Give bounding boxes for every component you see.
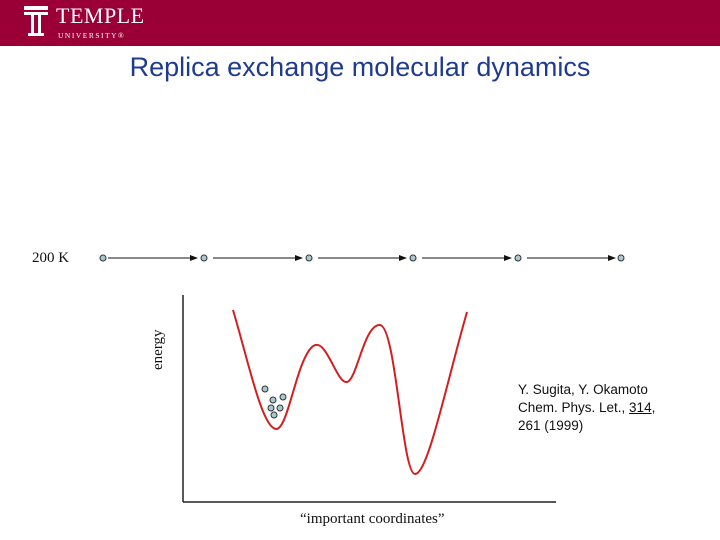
slide-title: Replica exchange molecular dynamics — [129, 52, 591, 82]
replica-marker — [268, 405, 274, 411]
citation-pages-year: 261 (1999) — [518, 418, 584, 433]
replica-marker — [270, 397, 276, 403]
logo-subtitle: UNIVERSITY® — [58, 31, 126, 40]
citation — [518, 381, 655, 435]
energy-curve — [233, 310, 467, 474]
y-axis-label: energy — [150, 329, 166, 370]
citation-authors: Y. Sugita, Y. Okamoto — [518, 382, 648, 397]
replica-marker — [262, 386, 268, 392]
replica-marker — [271, 412, 277, 418]
replica-marker — [277, 405, 283, 411]
replica-marker — [515, 255, 521, 261]
x-axis-label: “important coordinates” — [300, 511, 445, 527]
replica-marker — [201, 255, 207, 261]
replica-timeline — [100, 255, 624, 261]
citation-volume: 314 — [629, 400, 652, 415]
replica-marker — [100, 255, 106, 261]
logo-wordmark: TEMPLE — [56, 3, 145, 28]
temperature-label: 200 K — [32, 250, 70, 266]
replica-cluster — [262, 386, 286, 418]
replica-marker — [280, 394, 286, 400]
replica-marker — [618, 255, 624, 261]
replica-marker — [410, 255, 416, 261]
citation-journal: Chem. Phys. Let., 314, — [518, 400, 656, 415]
replica-marker — [306, 255, 312, 261]
